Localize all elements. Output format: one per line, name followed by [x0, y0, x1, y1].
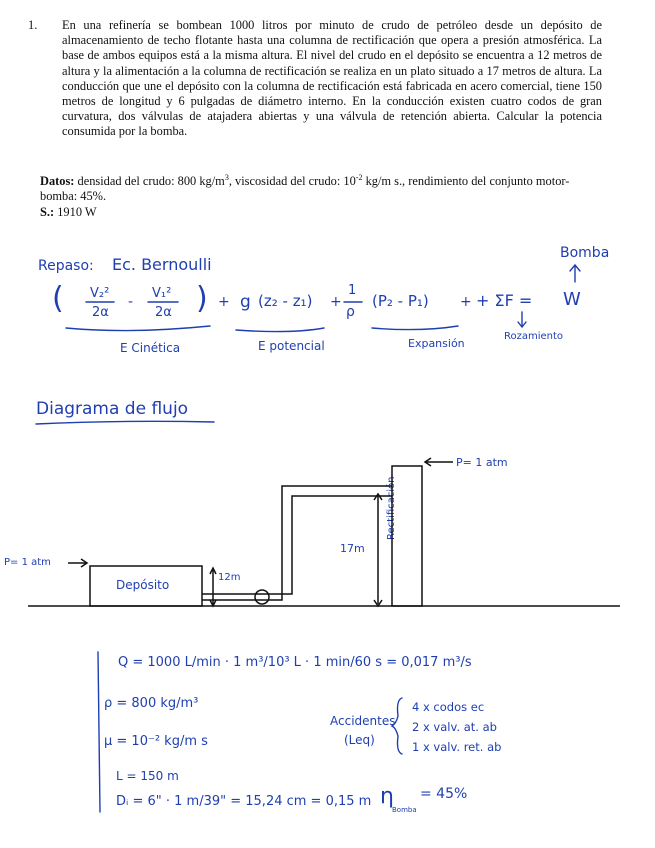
calc-q: Q = 1000 L/min · 1 m³/10³ L · 1 min/60 s = 0,017 m³/s	[118, 655, 472, 670]
acc-item-3: 1 x valv. ret. ab	[412, 740, 502, 754]
calc-mu: μ = 10⁻² kg/m s	[104, 734, 208, 749]
plus-1: +	[218, 294, 230, 310]
e-cinetica-label: E Cinética	[120, 341, 181, 355]
data-label: Datos:	[40, 174, 75, 189]
den-1: 2α	[92, 305, 109, 320]
acc-item-1: 4 x codos ec	[412, 700, 485, 714]
rho-den: ρ	[346, 304, 355, 320]
calc-l: L = 150 m	[116, 769, 179, 783]
bomba-label: Bomba	[560, 245, 610, 261]
problem-number: 1.	[28, 18, 38, 32]
v1-term: V₁²	[152, 286, 172, 301]
expansion-label: Expansión	[408, 337, 465, 350]
problem-text: En una refinería se bombean 1000 litros por minuto de crudo de petróleo desde un depósito de almacenamiento de techo flotante hasta una columna de rectificación que opera a presión atmosférica. La base de ambos equipos está a la misma altura. El nivel del crudo en el depósito se encuentra a 12 metros de altura y la alimentación a la columna de rectificación se realiza en un plato situado a 17 metros de altura. La conducción que une el depósito con la columna de rectificación está fabricada en acero comercial, tiene 150 metros de longitud y 6 pulgadas de diámetro interno. En la conducción existen cuatro codos de gran curvatura, dos válvulas de atajadera abiertas y una válvula de retención abierta. Calcular la potencia consumida por la bomba.	[62, 18, 602, 139]
v2-term: V₂²	[90, 286, 110, 301]
leq-label: (Leq)	[344, 733, 375, 747]
eta-symbol: η	[380, 784, 394, 809]
one-over: 1	[348, 283, 357, 298]
eta-value: = 45%	[420, 786, 468, 802]
calc-rho: ρ = 800 kg/m³	[104, 696, 199, 711]
data-sup-1: 3	[224, 173, 229, 182]
repaso-label: Repaso:	[38, 258, 94, 274]
h17-label: 17m	[340, 542, 365, 555]
bernoulli-label: Ec. Bernoulli	[112, 255, 212, 274]
h12-label: 12m	[218, 572, 241, 583]
data-sup-2: -2	[355, 173, 363, 182]
diagram-title: Diagrama de flujo	[36, 399, 189, 419]
plus-3: +	[460, 294, 472, 310]
rozamiento-label: Rozamiento	[504, 331, 564, 342]
minus-sign: -	[128, 294, 134, 310]
data-text-3: kg/m s., rendimiento del conjunto motor-bomba: 45%.	[40, 174, 570, 204]
eta-sub: Bomba	[392, 806, 417, 814]
p-term: (P₂ - P₁)	[372, 292, 429, 310]
data-text-1: densidad del crudo: 800 kg/m	[74, 174, 225, 189]
data-text-2: , viscosidad del crudo: 10	[228, 174, 356, 189]
w-term: W	[563, 289, 581, 310]
p-top-label: P= 1 atm	[456, 456, 508, 469]
calc-d: Dᵢ = 6" · 1 m/39" = 15,24 cm = 0,15 m	[116, 794, 372, 809]
deposito-label: Depósito	[116, 578, 170, 592]
solution-value: 1910 W	[57, 205, 97, 219]
rectificacion-label: Rectificación	[386, 476, 397, 540]
e-potencial-label: E potencial	[258, 339, 325, 353]
accidentes-label: Accidentes	[330, 714, 396, 728]
plus-2: +	[330, 294, 342, 310]
paren-close: )	[196, 281, 208, 316]
solution-label: S.:	[40, 205, 55, 219]
acc-item-2: 2 x valv. at. ab	[412, 720, 497, 734]
sumf-term: + ΣF =	[476, 291, 533, 310]
z-term: (z₂ - z₁)	[258, 292, 313, 310]
p-left-label: P= 1 atm	[4, 557, 51, 568]
paren-open: (	[52, 281, 64, 316]
g-term: g	[240, 292, 251, 312]
den-2: 2α	[155, 305, 172, 320]
